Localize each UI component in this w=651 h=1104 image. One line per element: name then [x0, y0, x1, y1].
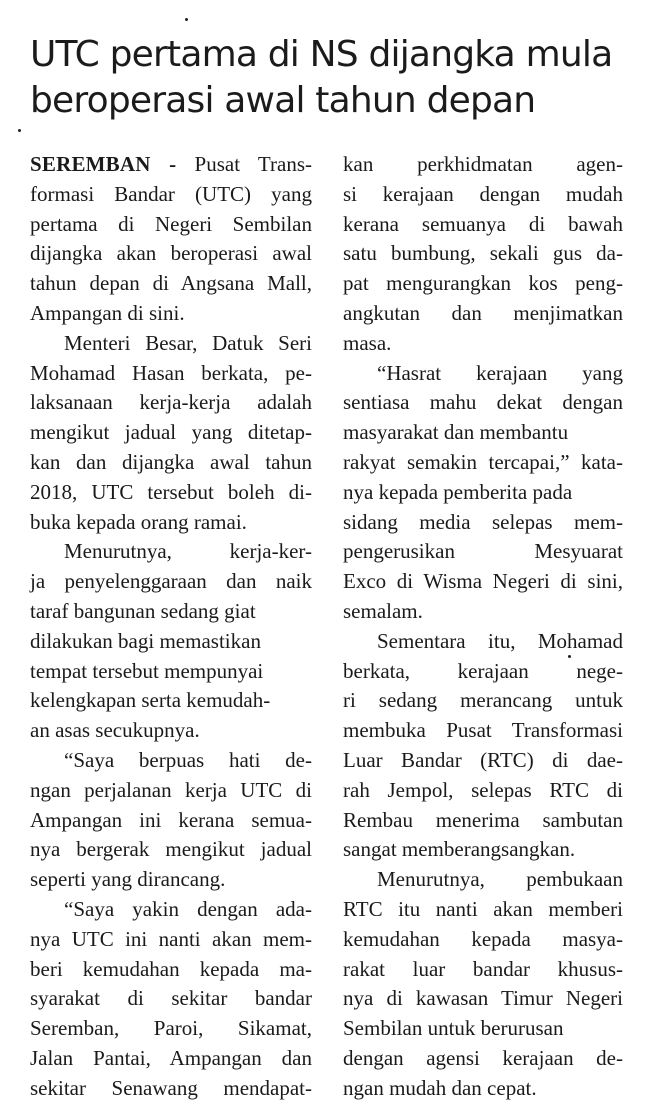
- article-line: dijangka akan beroperasi awal: [30, 241, 312, 266]
- article-line: berkata, kerajaan nege-: [343, 658, 623, 683]
- article-line: an asas secukupnya.: [30, 718, 200, 743]
- headline-line-1: UTC pertama di NS dijangka mula: [30, 34, 613, 75]
- article-line: angkutan dan menjimatkan: [343, 300, 623, 325]
- article-line: RTC itu nanti akan memberi: [343, 896, 623, 921]
- article-line: dengan agensi kerajaan de-: [343, 1045, 623, 1070]
- article-line: nya bergerak mengikut jadual: [30, 837, 312, 862]
- article-line: Exco di Wisma Negeri di sini,: [343, 569, 623, 594]
- article-line: “Saya yakin dengan ada-: [64, 896, 312, 921]
- headline-line-2: beroperasi awal tahun depan: [30, 80, 536, 121]
- article-line: “Saya berpuas hati de-: [64, 747, 312, 772]
- article-line: Mohamad Hasan berkata, pe-: [30, 360, 312, 385]
- article-line: Menteri Besar, Datuk Seri: [64, 330, 312, 355]
- article-line: satu bumbung, sekali gus da-: [343, 241, 623, 266]
- article-line: Menurutnya, kerja-ker-: [64, 539, 312, 564]
- article-line: pertama di Negeri Sembilan: [30, 211, 312, 236]
- article-line: Sementara itu, Mohamad: [377, 628, 623, 653]
- article-line: Ampangan ini kerana semua-: [30, 807, 312, 832]
- article-line: kelengkapan serta kemudah-: [30, 688, 271, 713]
- article-line: sekitar Senawang mendapat-: [30, 1075, 312, 1100]
- article-line: buka kepada orang ramai.: [30, 509, 247, 534]
- article-line: rah Jempol, selepas RTC di: [343, 777, 623, 802]
- article-line: kan dan dijangka awal tahun: [30, 449, 312, 474]
- article-line: Luar Bandar (RTC) di dae-: [343, 747, 623, 772]
- article-line: masa.: [343, 330, 392, 355]
- article-line: ngan mudah dan cepat.: [343, 1075, 537, 1100]
- dateline: SEREMBAN -: [30, 152, 177, 176]
- article-line: taraf bangunan sedang giat: [30, 598, 256, 623]
- article-line: beri kemudahan kepada ma-: [30, 956, 312, 981]
- article-line: Rembau menerima sambutan: [343, 807, 623, 832]
- article-line: rakyat semakin tercapai,” kata-: [343, 449, 623, 474]
- article-line: sangat memberangsangkan.: [343, 837, 576, 862]
- article-line: tempat tersebut mempunyai: [30, 658, 264, 683]
- article-line: rakat luar bandar khusus-: [343, 956, 623, 981]
- article-line: ja penyelenggaraan dan naik: [30, 569, 312, 594]
- article-line: Seremban, Paroi, Sikamat,: [30, 1016, 312, 1041]
- article-line: “Hasrat kerajaan yang: [377, 360, 623, 385]
- article-line: ri sedang merancang untuk: [343, 688, 623, 713]
- article-line: kan perkhidmatan agen-: [343, 152, 623, 176]
- article-line: 2018, UTC tersebut boleh di-: [30, 479, 312, 504]
- article-line: semalam.: [343, 598, 423, 623]
- article-line: sentiasa mahu dekat dengan: [343, 390, 623, 415]
- article-line: Ampangan di sini.: [30, 300, 185, 325]
- article-line: formasi Bandar (UTC) yang: [30, 181, 312, 206]
- article-line: sidang media selepas mem-: [343, 509, 623, 534]
- article-line: Menurutnya, pembukaan: [377, 867, 623, 892]
- article-line: pat mengurangkan kos peng-: [343, 271, 623, 296]
- article-line: masyarakat dan membantu: [343, 420, 569, 445]
- article-line: dilakukan bagi memastikan: [30, 628, 261, 653]
- article-line: ngan perjalanan kerja UTC di: [30, 777, 312, 802]
- article-line: Sembilan untuk berurusan: [343, 1016, 564, 1041]
- article-line: nya UTC ini nanti akan mem-: [30, 926, 312, 951]
- print-speck: [18, 129, 21, 132]
- article-line: tahun depan di Angsana Mall,: [30, 271, 312, 296]
- article-line: membuka Pusat Transformasi: [343, 718, 623, 743]
- article-line: kerana semuanya di bawah: [343, 211, 623, 236]
- article-line: Jalan Pantai, Ampangan dan: [30, 1045, 312, 1070]
- article-line: syarakat di sekitar bandar: [30, 986, 312, 1011]
- article-line: nya kepada pemberita pada: [343, 479, 573, 504]
- article-line: seperti yang dirancang.: [30, 867, 226, 892]
- article-column-left: [30, 150, 312, 1104]
- article-line: si kerajaan dengan mudah: [343, 181, 623, 206]
- article-line: laksanaan kerja-kerja adalah: [30, 390, 312, 415]
- article-line: kemudahan kepada masya-: [343, 926, 623, 951]
- article-line: [30, 150, 312, 180]
- article-line: nya di kawasan Timur Negeri: [343, 986, 623, 1011]
- article-line-text: Pusat Trans-: [176, 152, 312, 176]
- article-line: mengikut jadual yang ditetap-: [30, 420, 312, 445]
- article-line: pengerusikan Mesyuarat: [343, 539, 623, 564]
- article-column-right: [343, 150, 623, 1104]
- headline: [30, 32, 630, 124]
- print-speck: [185, 18, 188, 21]
